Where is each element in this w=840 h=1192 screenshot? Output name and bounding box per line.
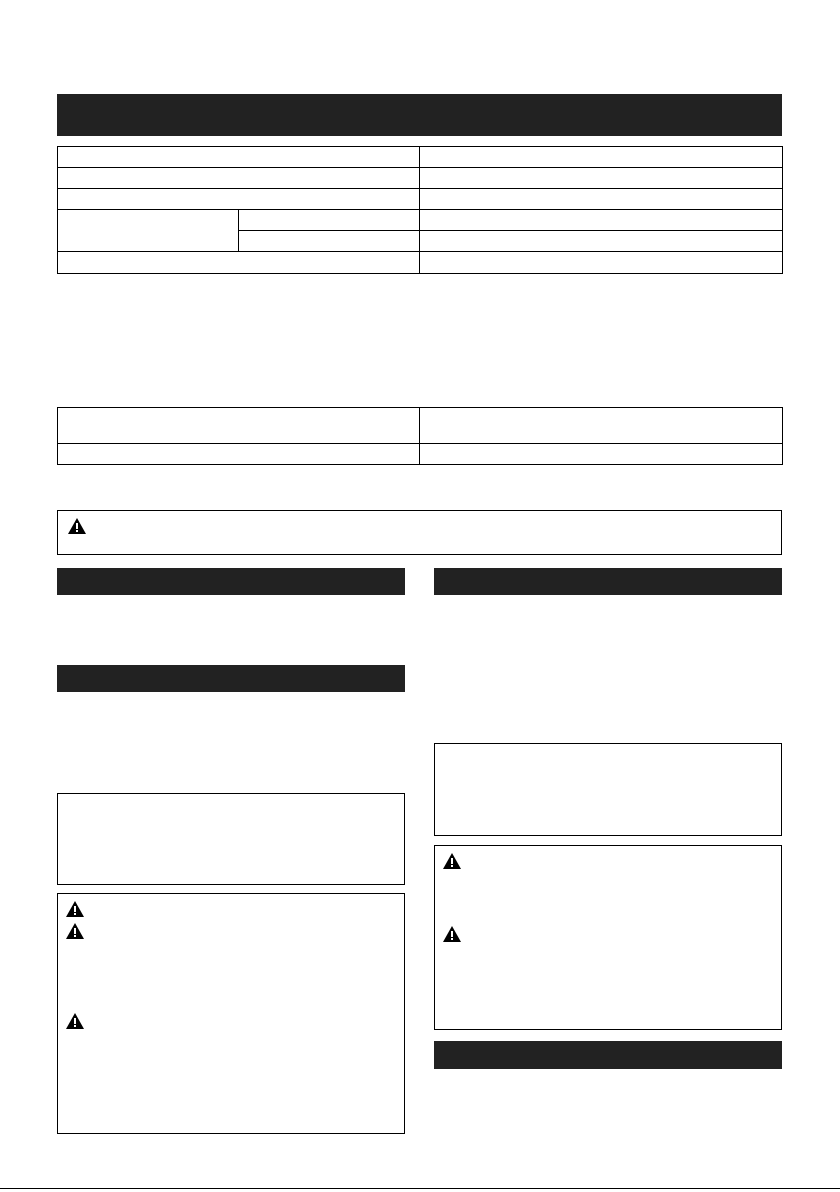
table-cell: [420, 189, 783, 210]
table-cell: [58, 210, 239, 252]
table-row: [58, 168, 783, 189]
table-row: [58, 408, 783, 444]
warning-banner: [57, 510, 782, 555]
right-section-heading-1: [434, 568, 782, 595]
warning-triangle-icon: [443, 926, 461, 942]
table-cell: [420, 252, 783, 274]
table-cell: [58, 444, 420, 465]
table-cell: [239, 210, 420, 231]
left-note-box: [57, 793, 405, 885]
right-note-box: [434, 743, 782, 836]
second-table: [57, 407, 783, 465]
page-bottom-rule: [0, 1188, 840, 1189]
table-cell: [420, 408, 783, 444]
warning-triangle-icon: [443, 853, 461, 869]
left-warning-box: [57, 893, 405, 1134]
table-cell: [420, 231, 783, 252]
table-cell: [58, 189, 420, 210]
right-warning-box: [434, 845, 782, 1030]
spec-table: [57, 146, 783, 274]
warning-triangle-icon: [68, 518, 86, 534]
table-row: [58, 147, 783, 168]
table-cell: [420, 444, 783, 465]
table-cell: [420, 210, 783, 231]
table-cell: [58, 252, 420, 274]
table-cell: [58, 168, 420, 189]
table-cell: [58, 408, 420, 444]
table-row: [58, 252, 783, 274]
left-section-heading-1: [57, 568, 405, 595]
table-cell: [420, 147, 783, 168]
table-row: [58, 210, 783, 231]
table-row: [58, 189, 783, 210]
warning-triangle-icon: [66, 923, 84, 939]
right-section-heading-2: [434, 1041, 782, 1069]
warning-triangle-icon: [66, 1013, 84, 1029]
top-title-bar: [57, 94, 782, 136]
table-row: [58, 444, 783, 465]
table-cell: [239, 231, 420, 252]
table-cell: [420, 168, 783, 189]
warning-triangle-icon: [66, 901, 84, 917]
table-cell: [58, 147, 420, 168]
left-section-heading-2: [57, 665, 405, 692]
